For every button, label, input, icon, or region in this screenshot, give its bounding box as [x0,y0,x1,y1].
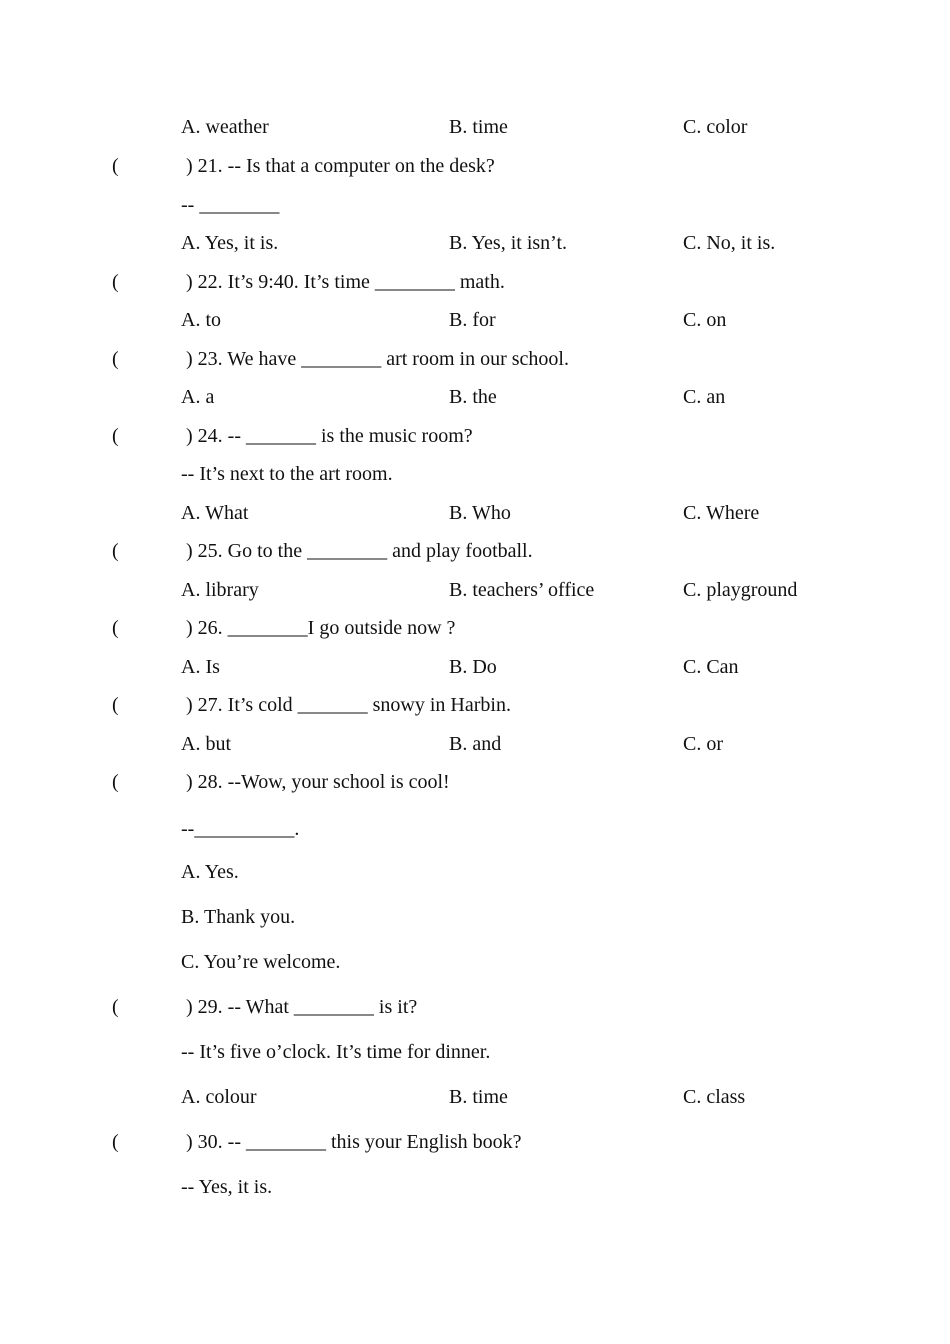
answer-bracket-22[interactable]: ( [112,271,119,293]
question-25-option-a: A. library [181,579,259,601]
question-24-option-b: B. Who [449,502,511,524]
question-27-option-b: B. and [449,733,502,755]
question-26-option-c: C. Can [683,656,739,678]
question-28-text: ) 28. --Wow, your school is cool! [186,771,450,793]
option-c: C. color [683,116,748,138]
option-a: A. weather [181,116,269,138]
option-b: B. time [449,116,508,138]
question-29-option-a: A. colour [181,1086,257,1108]
question-24-answer-line: -- It’s next to the art room. [181,463,393,485]
question-29-option-c: C. class [683,1086,746,1108]
answer-bracket-21[interactable]: ( [112,155,119,177]
question-24-text: ) 24. -- _______ is the music room? [186,425,473,447]
question-22-option-a: A. to [181,309,221,331]
question-27-option-c: C. or [683,733,723,755]
question-21-option-a: A. Yes, it is. [181,232,279,254]
question-29-text: ) 29. -- What ________ is it? [186,996,418,1018]
question-29-option-b: B. time [449,1086,508,1108]
question-25-option-c: C. playground [683,579,798,601]
answer-bracket-28[interactable]: ( [112,771,119,793]
question-23-option-c: C. an [683,386,726,408]
question-22-option-b: B. for [449,309,496,331]
question-27-text: ) 27. It’s cold _______ snowy in Harbin. [186,694,511,716]
answer-bracket-30[interactable]: ( [112,1131,119,1153]
question-28-option-c: C. You’re welcome. [181,951,341,973]
answer-bracket-26[interactable]: ( [112,617,119,639]
answer-bracket-23[interactable]: ( [112,348,119,370]
question-24-option-a: A. What [181,502,249,524]
question-21-option-c: C. No, it is. [683,232,776,254]
question-23-text: ) 23. We have ________ art room in our school. [186,348,569,370]
question-22-option-c: C. on [683,309,727,331]
answer-bracket-27[interactable]: ( [112,694,119,716]
question-28-answer-line: --__________. [181,818,300,840]
question-21-text: ) 21. -- Is that a computer on the desk? [186,155,495,177]
question-27-option-a: A. but [181,733,231,755]
question-21-option-b: B. Yes, it isn’t. [449,232,568,254]
answer-bracket-24[interactable]: ( [112,425,119,447]
question-23-option-a: A. a [181,386,215,408]
question-30-answer-line: -- Yes, it is. [181,1176,273,1198]
question-21-answer-line: -- ________ [181,194,280,216]
answer-bracket-25[interactable]: ( [112,540,119,562]
question-25-text: ) 25. Go to the ________ and play football. [186,540,533,562]
question-22-text: ) 22. It’s 9:40. It’s time ________ math. [186,271,505,293]
question-28-option-b: B. Thank you. [181,906,296,928]
question-30-text: ) 30. -- ________ this your English book? [186,1131,522,1153]
answer-bracket-29[interactable]: ( [112,996,119,1018]
question-29-answer-line: -- It’s five o’clock. It’s time for dinner. [181,1041,491,1063]
question-26-text: ) 26. ________I go outside now ? [186,617,456,639]
question-23-option-b: B. the [449,386,497,408]
question-28-option-a: A. Yes. [181,861,239,883]
question-24-option-c: C. Where [683,502,760,524]
question-25-option-b: B. teachers’ office [449,579,595,601]
question-26-option-a: A. Is [181,656,220,678]
question-26-option-b: B. Do [449,656,497,678]
